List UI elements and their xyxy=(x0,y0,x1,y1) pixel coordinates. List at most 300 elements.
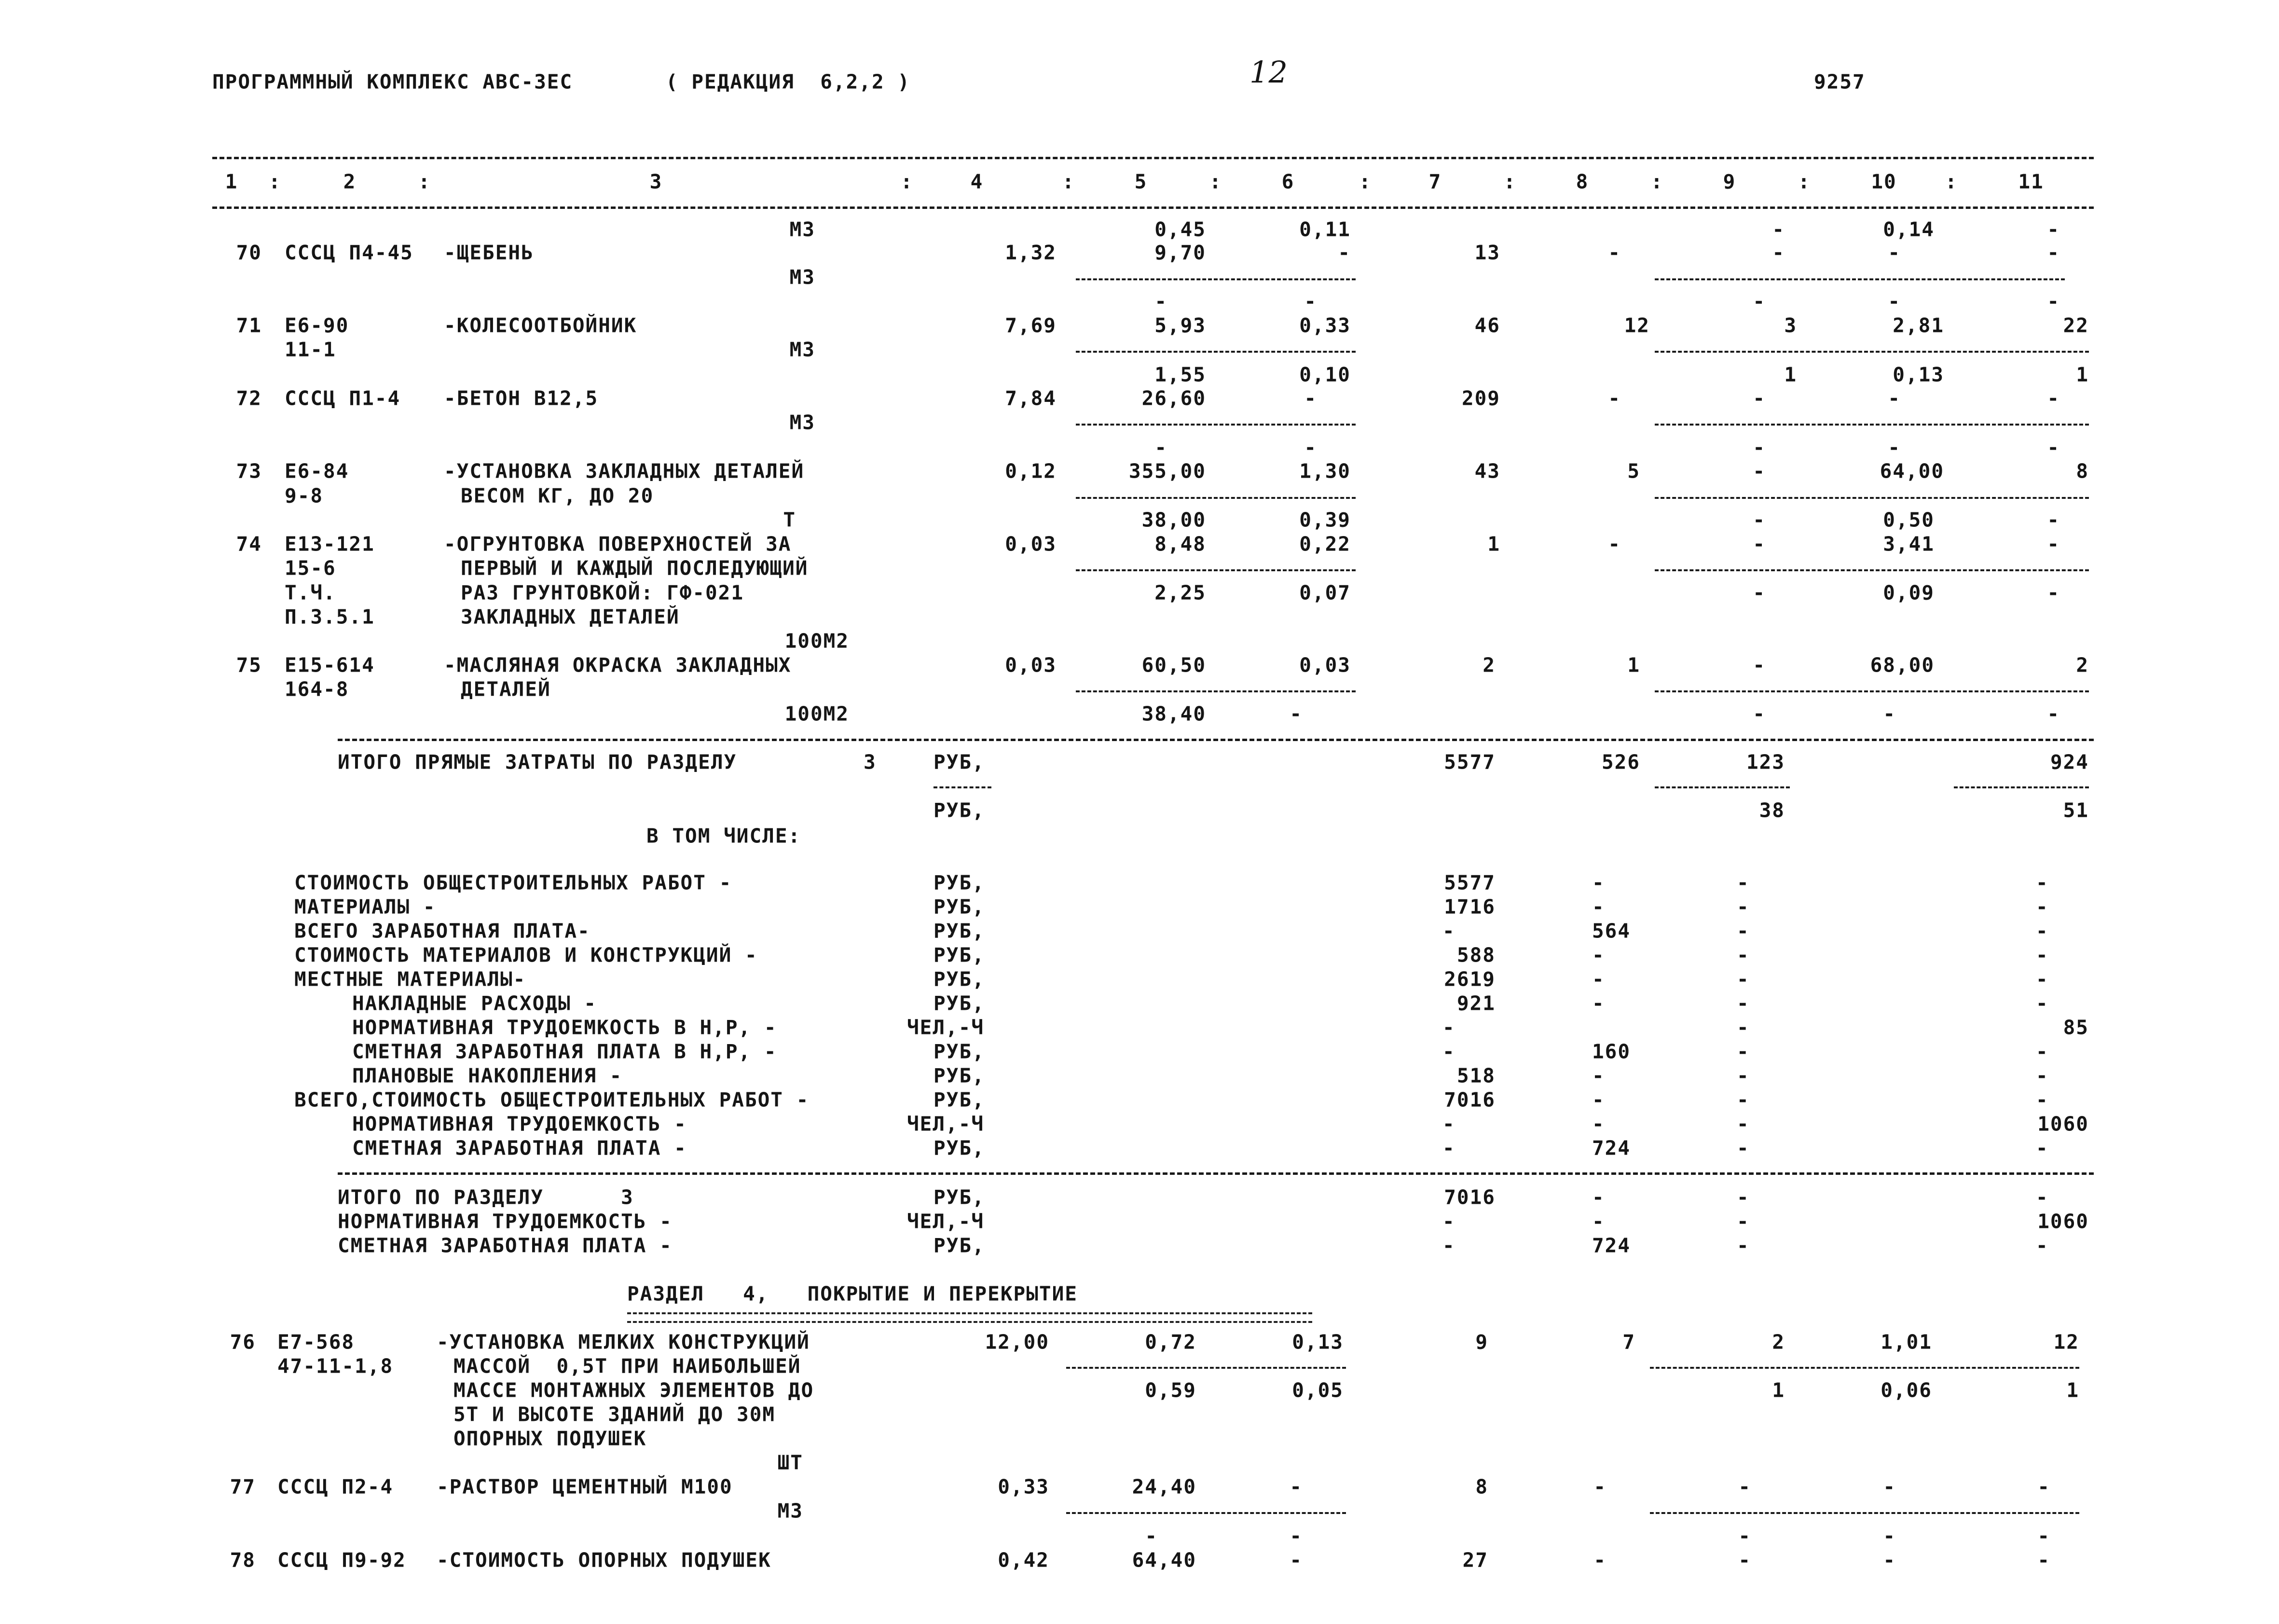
unit-label: Т xyxy=(783,508,796,532)
breakdown-unit: РУБ, xyxy=(934,967,985,991)
cell-col10: 0,14 xyxy=(1883,218,1935,241)
row-number: 78 xyxy=(230,1548,256,1572)
cell-col11: - xyxy=(2047,241,2060,264)
price-code: 47-11-1,8 xyxy=(277,1354,394,1378)
price-code: Е6-90 xyxy=(285,314,349,337)
cell-col9: - xyxy=(1737,967,1750,991)
cell-col9: - xyxy=(1737,1088,1750,1112)
cell-col8: - xyxy=(1593,1475,1606,1499)
cell-col8: - xyxy=(1592,1088,1605,1112)
cell-col11: - xyxy=(2037,1475,2050,1499)
cell-col10: 0,09 xyxy=(1883,581,1935,605)
section-total-label: НОРМАТИВНАЯ ТРУДОЕМКОСТЬ - xyxy=(338,1210,673,1233)
breakdown-label: СМЕТНАЯ ЗАРАБОТНАЯ ПЛАТА - xyxy=(352,1136,687,1160)
sub-rule xyxy=(1076,424,1356,426)
cell-col5: 355,00 xyxy=(1128,459,1206,483)
cell-col11: 85 xyxy=(2063,1016,2089,1039)
col-header-8: 8 xyxy=(1576,170,1589,193)
cell-col9: - xyxy=(1737,871,1750,895)
price-code: 164-8 xyxy=(285,677,349,701)
cell-col7: 13 xyxy=(1474,241,1500,264)
price-code: Е15-614 xyxy=(285,653,375,677)
cell-col8: - xyxy=(1592,991,1605,1015)
cell-col5: 9,70 xyxy=(1154,241,1206,264)
price-code: Т.Ч. xyxy=(285,581,336,605)
cell-col7: 588 xyxy=(1456,943,1496,967)
section-4-title: РАЗДЕЛ 4, ПОКРЫТИЕ И ПЕРЕКРЫТИЕ xyxy=(627,1282,1078,1306)
section-total-unit: РУБ, xyxy=(934,1185,985,1209)
cell-col8: - xyxy=(1608,532,1621,556)
cell-col7: 8 xyxy=(1475,1475,1488,1499)
sub-rule xyxy=(1655,351,2089,353)
cell-col5: 0,45 xyxy=(1154,218,1206,241)
cell-col5: 60,50 xyxy=(1141,653,1206,677)
cell-col11: - xyxy=(2036,943,2049,967)
cell-col9: - xyxy=(1753,653,1766,677)
cell-col9: - xyxy=(1737,1234,1750,1257)
unit-label: М3 xyxy=(789,265,815,289)
cell-col8: 1 xyxy=(1627,653,1640,677)
cell-col6: - xyxy=(1304,436,1317,459)
work-name: -ОГРУНТОВКА ПОВЕРХНОСТЕЙ ЗА xyxy=(444,532,792,556)
cell-col8: - xyxy=(1608,386,1621,410)
cell-col11: - xyxy=(2047,508,2060,532)
row-number: 73 xyxy=(236,459,262,483)
price-code: Е7-568 xyxy=(277,1330,355,1354)
section-total-label: СМЕТНАЯ ЗАРАБОТНАЯ ПЛАТА - xyxy=(338,1234,673,1257)
cell-col11: - xyxy=(2036,1185,2049,1209)
cell-col9: - xyxy=(1737,1112,1750,1136)
breakdown-label: ВСЕГО ЗАРАБОТНАЯ ПЛАТА- xyxy=(294,919,590,943)
cell-col11: 1060 xyxy=(2037,1210,2089,1233)
cell-col11: - xyxy=(2036,919,2049,943)
cell-col9: - xyxy=(1753,532,1766,556)
cell-col5: 8,48 xyxy=(1154,532,1206,556)
col-header-5: 5 xyxy=(1134,170,1148,193)
cell-col10: 1,01 xyxy=(1881,1330,1932,1354)
cell-col7: 27 xyxy=(1462,1548,1488,1572)
cell-col8: - xyxy=(1592,943,1605,967)
cell-col6: - xyxy=(1304,386,1317,410)
col-sep: : xyxy=(1209,170,1222,193)
work-name: -БЕТОН В12,5 xyxy=(444,386,599,410)
cell-col6: 0,11 xyxy=(1299,218,1351,241)
quantity: 0,03 xyxy=(1005,532,1057,556)
cell-col11: 51 xyxy=(2063,798,2089,822)
cell-col6: 0,07 xyxy=(1299,581,1351,605)
cell-col11: 1 xyxy=(2066,1378,2079,1402)
total-section-number: 3 xyxy=(864,750,877,774)
total-unit: РУБ, xyxy=(934,750,985,774)
cell-col7: - xyxy=(1442,919,1455,943)
cell-col7: 2 xyxy=(1483,653,1496,677)
cell-col5: 5,93 xyxy=(1154,314,1206,337)
doc-number: 9257 xyxy=(1814,70,1866,94)
cell-col9: - xyxy=(1737,943,1750,967)
cell-col11: 1060 xyxy=(2037,1112,2089,1136)
cell-col11: 12 xyxy=(2053,1330,2079,1354)
unit-label: М3 xyxy=(777,1499,803,1523)
cell-col11: 1 xyxy=(2076,363,2089,386)
breakdown-label: ВСЕГО,СТОИМОСТЬ ОБЩЕСТРОИТЕЛЬНЫХ РАБОТ - xyxy=(294,1088,810,1112)
breakdown-unit: ЧЕЛ,-Ч xyxy=(907,1112,985,1136)
cell-col10: 3,41 xyxy=(1883,532,1935,556)
cell-col9: 2 xyxy=(1772,1330,1785,1354)
cell-col9: 1 xyxy=(1772,1378,1785,1402)
cell-col11: - xyxy=(2036,1234,2049,1257)
col-sep: : xyxy=(268,170,282,193)
cell-col8: - xyxy=(1608,241,1621,264)
cell-col11: - xyxy=(2037,1548,2050,1572)
row-number: 70 xyxy=(236,241,262,264)
cell-col8: 160 xyxy=(1592,1040,1631,1063)
price-code: П.3.5.1 xyxy=(285,605,375,629)
total-label: ИТОГО ПРЯМЫЕ ЗАТРАТЫ ПО РАЗДЕЛУ xyxy=(338,750,737,774)
work-name: -КОЛЕСООТБОЙНИК xyxy=(444,314,637,337)
work-name: РАЗ ГРУНТОВКОЙ: ГФ-021 xyxy=(461,581,744,605)
cell-col6: - xyxy=(1304,289,1317,313)
cell-col9: 123 xyxy=(1746,750,1785,774)
sub-rule xyxy=(1655,278,2065,280)
breakdown-unit: ЧЕЛ,-Ч xyxy=(907,1016,985,1039)
breakdown-label: НОРМАТИВНАЯ ТРУДОЕМКОСТЬ В Н,Р, - xyxy=(352,1016,777,1039)
breakdown-unit: РУБ, xyxy=(934,1064,985,1087)
cell-col10: - xyxy=(1888,436,1901,459)
cell-col11: - xyxy=(2047,702,2060,726)
cell-col5: 38,00 xyxy=(1141,508,1206,532)
cell-col11: 22 xyxy=(2063,314,2089,337)
cell-col7: 518 xyxy=(1456,1064,1496,1087)
cell-col6: - xyxy=(1290,702,1303,726)
cell-col7: - xyxy=(1442,1136,1455,1160)
cell-col10: - xyxy=(1888,241,1901,264)
cell-col5: 38,40 xyxy=(1141,702,1206,726)
cell-col9: 3 xyxy=(1784,314,1797,337)
cell-col10: 64,00 xyxy=(1880,459,1944,483)
header-bottom-rule xyxy=(212,206,2094,209)
cell-col7: 2619 xyxy=(1444,967,1496,991)
work-name: -РАСТВОР ЦЕМЕНТНЫЙ М100 xyxy=(437,1475,733,1499)
cell-col11: - xyxy=(2047,532,2060,556)
cell-col6: 0,33 xyxy=(1299,314,1351,337)
breakdown-label: МАТЕРИАЛЫ - xyxy=(294,895,436,919)
breakdown-unit: РУБ, xyxy=(934,1136,985,1160)
cell-col11: - xyxy=(2036,895,2049,919)
cell-col6: 0,10 xyxy=(1299,363,1351,386)
cell-col8: - xyxy=(1592,1112,1605,1136)
cell-col8: - xyxy=(1592,1064,1605,1087)
price-code: 15-6 xyxy=(285,556,336,580)
cell-col11: - xyxy=(2036,991,2049,1015)
edition-label: ( РЕДАКЦИЯ 6,2,2 ) xyxy=(666,70,910,94)
col-header-7: 7 xyxy=(1428,170,1442,193)
work-name: МАССЕ МОНТАЖНЫХ ЭЛЕМЕНТОВ ДО xyxy=(453,1378,814,1402)
unit-label: ШТ xyxy=(777,1451,803,1474)
cell-col5: 64,40 xyxy=(1132,1548,1196,1572)
work-name: ВЕСОМ КГ, ДО 20 xyxy=(461,484,654,508)
cell-col7: 43 xyxy=(1474,459,1500,483)
quantity: 7,84 xyxy=(1005,386,1057,410)
cell-col7: 5577 xyxy=(1444,871,1496,895)
work-name: МАССОЙ 0,5Т ПРИ НАИБОЛЬШЕЙ xyxy=(453,1354,801,1378)
cell-col9: - xyxy=(1737,895,1750,919)
cell-col5: - xyxy=(1145,1524,1158,1548)
cell-col11: - xyxy=(2047,218,2060,241)
section-rule xyxy=(338,739,2094,741)
sub-rule xyxy=(1650,1512,2079,1514)
sub-rule xyxy=(1066,1367,1346,1369)
cell-col5: 26,60 xyxy=(1141,386,1206,410)
col-sep: : xyxy=(1650,170,1664,193)
cell-col7: - xyxy=(1442,1040,1455,1063)
quantity: 0,33 xyxy=(998,1475,1049,1499)
cell-col8: 12 xyxy=(1624,314,1650,337)
col-sep: : xyxy=(1503,170,1517,193)
cell-col9: - xyxy=(1753,386,1766,410)
including-label: В ТОМ ЧИСЛЕ: xyxy=(646,824,801,848)
cell-col5: 1,55 xyxy=(1154,363,1206,386)
breakdown-unit: РУБ, xyxy=(934,1088,985,1112)
cell-col11: - xyxy=(2047,436,2060,459)
work-name: ЗАКЛАДНЫХ ДЕТАЛЕЙ xyxy=(461,605,680,629)
cell-col10: 0,50 xyxy=(1883,508,1935,532)
col-header-4: 4 xyxy=(970,170,984,193)
cell-col9: - xyxy=(1753,289,1766,313)
cell-col10: 0,13 xyxy=(1893,363,1944,386)
quantity: 0,03 xyxy=(1005,653,1057,677)
breakdown-unit: РУБ, xyxy=(934,943,985,967)
breakdown-unit: РУБ, xyxy=(934,871,985,895)
cell-col6: 0,03 xyxy=(1299,653,1351,677)
quantity: 0,42 xyxy=(998,1548,1049,1572)
header-top-rule xyxy=(212,157,2094,159)
col-sep: : xyxy=(1062,170,1075,193)
cell-col11: - xyxy=(2036,1136,2049,1160)
cell-col9: - xyxy=(1738,1524,1751,1548)
work-name: -МАСЛЯНАЯ ОКРАСКА ЗАКЛАДНЫХ xyxy=(444,653,792,677)
page-number: 12 xyxy=(1249,55,1288,90)
unit-label: 100М2 xyxy=(784,702,849,726)
unit-label: М3 xyxy=(789,338,815,361)
cell-col6: - xyxy=(1290,1524,1303,1548)
cell-col9: - xyxy=(1738,1475,1751,1499)
col-sep: : xyxy=(900,170,914,193)
cell-col8: 724 xyxy=(1592,1234,1631,1257)
cell-col7: 46 xyxy=(1474,314,1500,337)
total-sub-unit: РУБ, xyxy=(934,798,985,822)
cell-col6: 0,22 xyxy=(1299,532,1351,556)
col-sep: : xyxy=(1945,170,1958,193)
cell-col5: 2,25 xyxy=(1154,581,1206,605)
row-number: 71 xyxy=(236,314,262,337)
col-header-6: 6 xyxy=(1281,170,1295,193)
unit-label: 100М2 xyxy=(784,629,849,653)
price-code: 11-1 xyxy=(285,338,336,361)
cell-col11: - xyxy=(2047,289,2060,313)
sub-rule xyxy=(1655,424,2089,426)
price-code: СССЦ П1-4 xyxy=(285,386,401,410)
row-number: 77 xyxy=(230,1475,256,1499)
sub-rule xyxy=(1076,497,1356,499)
quantity: 12,00 xyxy=(985,1330,1049,1354)
section-total-unit: РУБ, xyxy=(934,1234,985,1257)
cell-col5: 0,59 xyxy=(1145,1378,1196,1402)
cell-col9: - xyxy=(1753,436,1766,459)
cell-col9: - xyxy=(1737,1185,1750,1209)
sub-rule xyxy=(1076,351,1356,353)
price-code: 9-8 xyxy=(285,484,324,508)
breakdown-label: СТОИМОСТЬ МАТЕРИАЛОВ И КОНСТРУКЦИЙ - xyxy=(294,943,758,967)
col-sep: : xyxy=(1359,170,1372,193)
cell-col8: 5 xyxy=(1627,459,1640,483)
cell-col11: - xyxy=(2036,1064,2049,1087)
cell-col9: - xyxy=(1737,1136,1750,1160)
sub-rule xyxy=(1655,690,2089,692)
cell-col5: 0,72 xyxy=(1145,1330,1196,1354)
cell-col7: 209 xyxy=(1461,386,1500,410)
work-name: ОПОРНЫХ ПОДУШЕК xyxy=(453,1427,647,1450)
row-number: 75 xyxy=(236,653,262,677)
cell-col8: - xyxy=(1593,1548,1606,1572)
cell-col7: 1 xyxy=(1487,532,1500,556)
breakdown-label: НАКЛАДНЫЕ РАСХОДЫ - xyxy=(352,991,597,1015)
section-total-label: ИТОГО ПО РАЗДЕЛУ 3 xyxy=(338,1185,634,1209)
cell-col8: - xyxy=(1592,1185,1605,1209)
quantity: 0,12 xyxy=(1005,459,1057,483)
breakdown-unit: РУБ, xyxy=(934,991,985,1015)
cell-col11: - xyxy=(2047,581,2060,605)
breakdown-label: СМЕТНАЯ ЗАРАБОТНАЯ ПЛАТА В Н,Р, - xyxy=(352,1040,777,1063)
cell-col9: - xyxy=(1737,1040,1750,1063)
cell-col7: 9 xyxy=(1475,1330,1488,1354)
col-header-10: 10 xyxy=(1871,170,1897,193)
sub-rule xyxy=(1066,1512,1346,1514)
cell-col6: 0,39 xyxy=(1299,508,1351,532)
cell-col7: 5577 xyxy=(1444,750,1496,774)
cell-col9: - xyxy=(1737,1016,1750,1039)
cell-col10: - xyxy=(1888,386,1901,410)
cell-col9: - xyxy=(1737,991,1750,1015)
cell-col9: - xyxy=(1737,919,1750,943)
cell-col11: - xyxy=(2036,1088,2049,1112)
cell-col6: - xyxy=(1338,241,1351,264)
col-header-2: 2 xyxy=(343,170,357,193)
cell-col11: - xyxy=(2036,871,2049,895)
cell-col7: - xyxy=(1442,1112,1455,1136)
col-sep: : xyxy=(1798,170,1811,193)
sub-rule xyxy=(1954,786,2089,788)
cell-col6: 1,30 xyxy=(1299,459,1351,483)
quantity: 7,69 xyxy=(1005,314,1057,337)
cell-col8: 724 xyxy=(1592,1136,1631,1160)
price-code: СССЦ П2-4 xyxy=(277,1475,394,1499)
cell-col7: 7016 xyxy=(1444,1088,1496,1112)
cell-col6: 0,13 xyxy=(1292,1330,1344,1354)
sub-rule xyxy=(1655,786,1790,788)
row-number: 76 xyxy=(230,1330,256,1354)
sub-rule xyxy=(1650,1367,2079,1369)
section-rule xyxy=(338,1172,2094,1175)
breakdown-label: НОРМАТИВНАЯ ТРУДОЕМКОСТЬ - xyxy=(352,1112,687,1136)
cell-col10: - xyxy=(1883,1475,1896,1499)
col-header-11: 11 xyxy=(2018,170,2044,193)
cell-col5: - xyxy=(1154,436,1167,459)
cell-col8: 7 xyxy=(1622,1330,1635,1354)
cell-col9: - xyxy=(1772,218,1785,241)
sub-rule xyxy=(1076,569,1356,571)
cell-col11: - xyxy=(2036,967,2049,991)
work-name: ПЕРВЫЙ И КАЖДЫЙ ПОСЛЕДУЮЩИЙ xyxy=(461,556,809,580)
cell-col11: - xyxy=(2047,386,2060,410)
cell-col8: - xyxy=(1592,871,1605,895)
cell-col9: - xyxy=(1772,241,1785,264)
cell-col7: 7016 xyxy=(1444,1185,1496,1209)
work-name: 5Т И ВЫСОТЕ ЗДАНИЙ ДО 30М xyxy=(453,1403,776,1426)
sub-rule xyxy=(1076,690,1356,692)
cell-col9: - xyxy=(1737,1064,1750,1087)
quantity: 1,32 xyxy=(1005,241,1057,264)
cell-col9: 38 xyxy=(1759,798,1785,822)
row-number: 74 xyxy=(236,532,262,556)
cell-col9: - xyxy=(1738,1548,1751,1572)
unit-label: М3 xyxy=(789,218,815,241)
cell-col9: - xyxy=(1753,459,1766,483)
sub-rule xyxy=(1076,278,1356,280)
sub-rule xyxy=(1655,569,2089,571)
unit-label: М3 xyxy=(789,411,815,434)
work-name: ДЕТАЛЕЙ xyxy=(461,677,551,701)
cell-col7: - xyxy=(1442,1016,1455,1039)
work-name: -УСТАНОВКА МЕЛКИХ КОНСТРУКЦИЙ xyxy=(437,1330,810,1354)
cell-col11: 924 xyxy=(2050,750,2089,774)
cell-col10: - xyxy=(1883,1524,1896,1548)
cell-col7: 921 xyxy=(1456,991,1496,1015)
col-header-9: 9 xyxy=(1723,170,1736,193)
section-4-underline xyxy=(627,1312,1312,1323)
cell-col10: 0,06 xyxy=(1881,1378,1932,1402)
cell-col10: - xyxy=(1883,702,1896,726)
work-name: -УСТАНОВКА ЗАКЛАДНЫХ ДЕТАЛЕЙ xyxy=(444,459,805,483)
cell-col10: - xyxy=(1888,289,1901,313)
breakdown-unit: РУБ, xyxy=(934,895,985,919)
price-code: Е6-84 xyxy=(285,459,349,483)
cell-col10: - xyxy=(1883,1548,1896,1572)
cell-col8: - xyxy=(1592,895,1605,919)
cell-col11: 2 xyxy=(2076,653,2089,677)
cell-col9: 1 xyxy=(1784,363,1797,386)
cell-col7: 1716 xyxy=(1444,895,1496,919)
cell-col6: - xyxy=(1290,1548,1303,1572)
cell-col6: 0,05 xyxy=(1292,1378,1344,1402)
breakdown-unit: РУБ, xyxy=(934,919,985,943)
col-sep: : xyxy=(418,170,431,193)
breakdown-label: МЕСТНЫЕ МАТЕРИАЛЫ- xyxy=(294,967,526,991)
cell-col9: - xyxy=(1753,508,1766,532)
cell-col9: - xyxy=(1753,581,1766,605)
cell-col11: - xyxy=(2036,1040,2049,1063)
sub-rule xyxy=(934,786,991,788)
col-header-3: 3 xyxy=(649,170,663,193)
price-code: СССЦ П9-92 xyxy=(277,1548,406,1572)
cell-col11: 8 xyxy=(2076,459,2089,483)
breakdown-unit: РУБ, xyxy=(934,1040,985,1063)
cell-col11: - xyxy=(2037,1524,2050,1548)
col-header-1: 1 xyxy=(225,170,238,193)
cell-col5: 24,40 xyxy=(1132,1475,1196,1499)
breakdown-label: СТОИМОСТЬ ОБЩЕСТРОИТЕЛЬНЫХ РАБОТ - xyxy=(294,871,732,895)
cell-col5: - xyxy=(1154,289,1167,313)
cell-col9: - xyxy=(1737,1210,1750,1233)
